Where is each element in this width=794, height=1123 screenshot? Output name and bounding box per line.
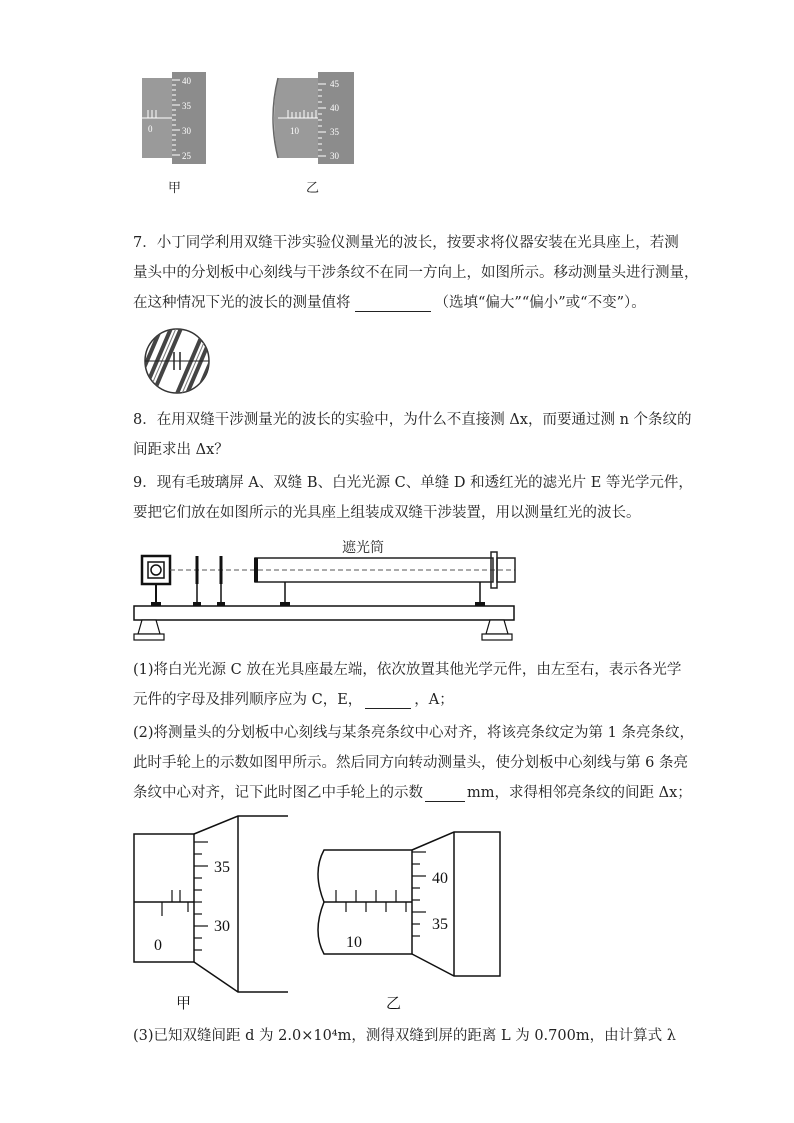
q9-line2: 要把它们放在如图所示的光具座上组装成双缝干涉装置，用以测量红光的波长。 (133, 505, 641, 521)
tick-label: 30 (182, 126, 191, 136)
q7-line3-options: （选填“偏大”“偏小”或“不变”）。 (434, 295, 646, 311)
caption-yi: 乙 (306, 180, 320, 195)
q9-p1-line2-text: 元件的字母及排列顺序应为 C，E， (133, 692, 363, 708)
q7-line1: 7．小丁同学利用双缝干涉实验仪测量光的波长，按要求将仪器安装在光具座上，若测 (133, 235, 679, 251)
tick-label: 35 (214, 859, 230, 876)
q7-line3-text: 在这种情况下光的波长的测量值将 (133, 295, 351, 311)
q9-p2-line1: (2)将测量头的分划板中心刻线与某条亮条纹中心对齐，将该亮条纹定为第 1 条亮条纹， (133, 725, 694, 741)
optical-bench-figure (130, 534, 530, 652)
caption-jia: 甲 (176, 996, 192, 1012)
filter-component (217, 556, 225, 606)
q9-line1: 9．现有毛玻璃屏 A、双缝 B、白光光源 C、单缝 D 和透红光的滤光片 E 等光学元件， (133, 475, 693, 491)
q9-p1-line2-end: ，A； (414, 692, 454, 708)
tick-label: 40 (182, 76, 191, 86)
tick-label: 25 (182, 151, 191, 161)
light-shield-tube-label: 遮光筒 (342, 541, 384, 556)
q9-p1-line2 (133, 691, 454, 709)
tick-label: 40 (330, 103, 339, 113)
tick-label: 30 (330, 151, 339, 161)
q9-order-blank[interactable] (365, 694, 411, 709)
q9-p3-line1: (3)已知双缝间距 d 为 2.0×10⁴m，测得双缝到屏的距离 L 为 0.700m，由计算式 λ (133, 1028, 676, 1044)
caption-jia: 甲 (168, 180, 182, 195)
tick-label: 40 (432, 870, 448, 887)
main-scale-mark: 0 (148, 124, 153, 134)
lens-component-1 (193, 556, 201, 606)
q8-line1: 8．在用双缝干涉测量光的波长的实验中，为什么不直接测 Δx，而要通过测 n 个条纹的 (133, 412, 692, 428)
caption-yi: 乙 (386, 996, 402, 1012)
q9-p1-line1: (1)将白光光源 C 放在光具座最左端，依次放置其他光学元件，由左至右，表示各光学 (133, 662, 682, 678)
q9-p2-line2: 此时手轮上的示数如图甲所示。然后同方向转动测量头，使分划板中心刻线与第 6 条亮 (133, 755, 688, 771)
q9-p2-line3-end: mm，求得相邻亮条纹的间距 Δx； (467, 785, 692, 801)
micrometer-yi-top (273, 72, 354, 164)
optical-bench (134, 606, 514, 620)
eyepiece-figure (142, 326, 212, 396)
q7-line2: 量头中的分划板中心刻线与干涉条纹不在同一方向上，如图所示。移动测量头进行测量， (133, 265, 699, 281)
micrometer-jia (134, 816, 288, 992)
micrometer-jia-top (142, 72, 206, 164)
micrometer-yi (318, 832, 500, 976)
q9-p2-line3-text: 条纹中心对齐，记下此时图乙中手轮上的示数 (133, 785, 423, 801)
micrometer-figure-top (130, 66, 370, 200)
tick-label: 35 (182, 101, 191, 111)
main-scale-mark: 0 (154, 937, 162, 954)
tick-label: 30 (214, 918, 230, 935)
micrometer-figure-bottom (128, 812, 508, 1020)
q9-reading-blank[interactable] (425, 787, 465, 802)
tick-label: 35 (330, 127, 339, 137)
light-source (142, 556, 170, 584)
q7-answer-blank[interactable] (355, 297, 431, 312)
main-scale-mark: 10 (290, 126, 299, 136)
tick-label: 35 (432, 916, 448, 933)
q9-p2-line3 (133, 784, 692, 802)
tick-label: 45 (330, 79, 339, 89)
q8-line2: 间距求出 Δx？ (133, 442, 229, 458)
q7-line3 (133, 294, 646, 312)
main-scale-mark: 10 (346, 934, 362, 951)
